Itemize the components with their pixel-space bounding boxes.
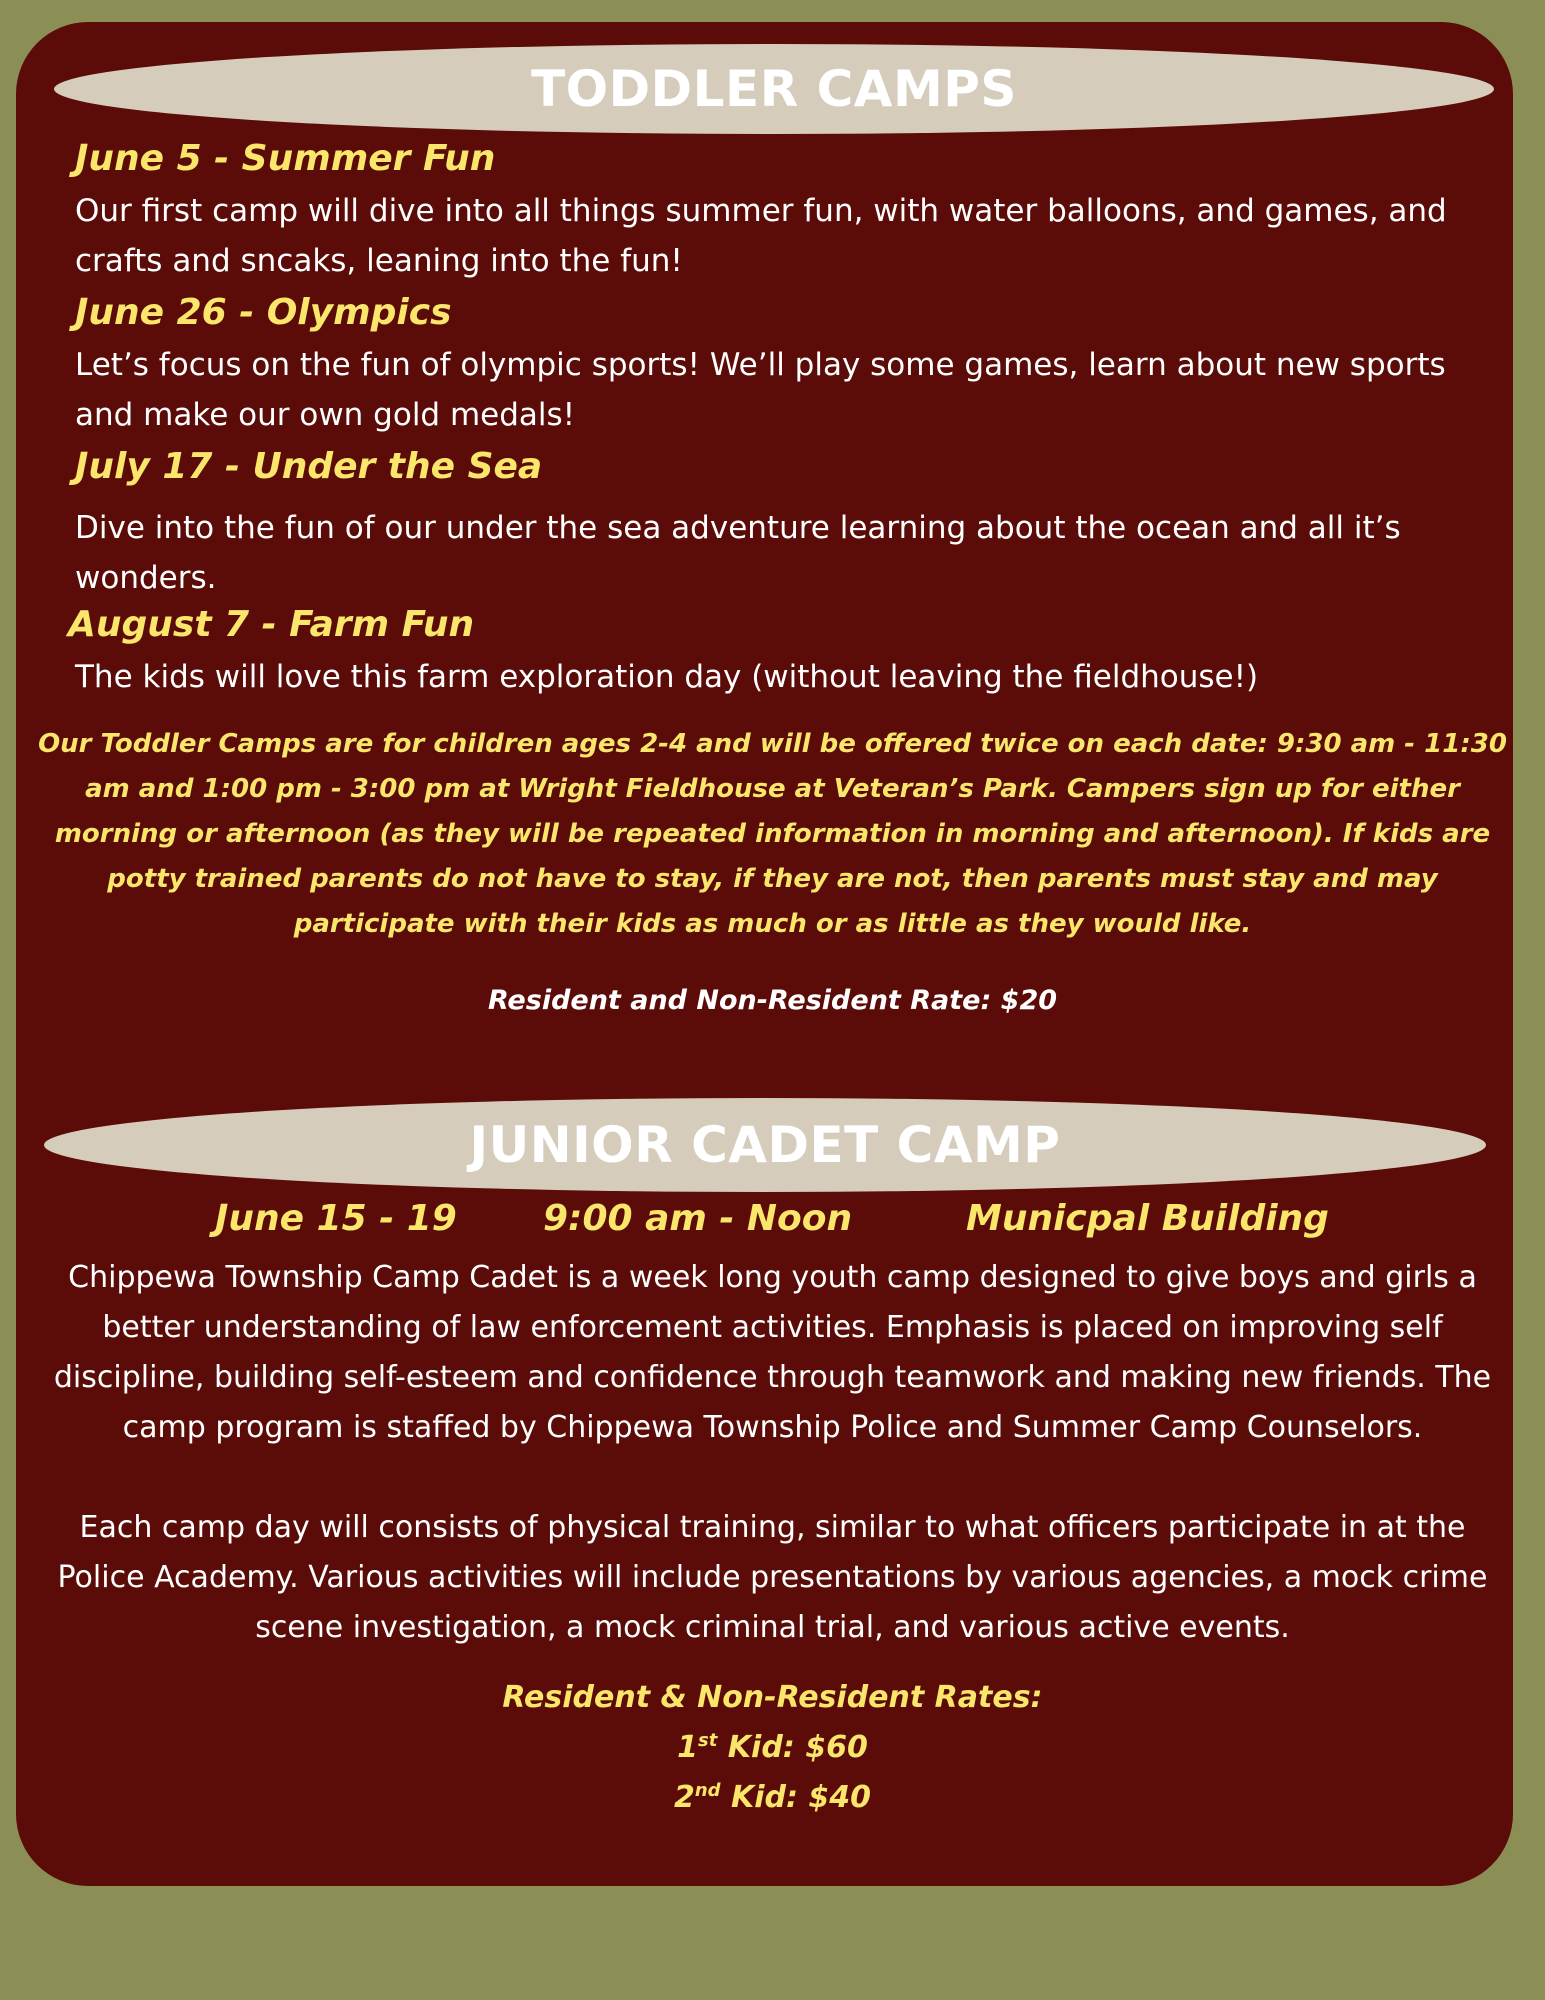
toddler-rate: Resident and Non-Resident Rate: $20 bbox=[487, 985, 1058, 1016]
cadet-location: Municpal Building bbox=[966, 1198, 1329, 1239]
camp-description-farm-fun: The kids will love this farm exploration day (without leaving the fieldhouse!) bbox=[75, 659, 1259, 695]
cadet-description-activities: Each camp day will consists of physical training, similar to what officers participate in at the Police Academy. Various activities will include presentations by various agencies, a mock crime scene investigation, a mock criminal trial, and various active events. bbox=[57, 1510, 1488, 1645]
toddler-camps-banner: TODDLER CAMPS bbox=[54, 44, 1494, 134]
camp-description-olympics: Let’s focus on the fun of olympic sports! We’ll play some games, learn about new sports and make our own gold medals! bbox=[75, 347, 1446, 433]
cadet-rates bbox=[0, 1673, 1545, 1823]
cadet-dates: June 15 - 19 bbox=[215, 1198, 457, 1239]
camp-description-summer-fun: Our first camp will dive into all things summer fun, with water balloons, and games, and crafts and sncaks, leaning into the fun! bbox=[75, 193, 1447, 279]
toddler-camps-notice: Our Toddler Camps are for children ages 2-4 and will be offered twice on each date: 9:30 am - 11:30 am and 1:00 pm - 3:00 pm at Wright Fieldhouse at Veteran’s Park. Campers sign up for either morning or afternoon (as they will be repeated information in morning and afternoon). If kids are potty trained parents do not have to stay, if they are not, then parents must stay and may participate with their kids as much or as little as they would like. bbox=[38, 729, 1507, 939]
cadet-description-overview: Chippewa Township Camp Cadet is a week long youth camp designed to give boys and girls a better understanding of law enforcement activities. Emphasis is placed on improving self discipline, building self-esteem and confidence through teamwork and making new friends. The camp program is staffed by Chippewa Township Police and Summer Camp Counselors. bbox=[53, 1260, 1492, 1445]
camp-heading-under-the-sea: July 17 - Under the Sea bbox=[75, 446, 543, 487]
camp-description-under-the-sea: Dive into the fun of our under the sea adventure learning about the ocean and all it’s wonders. bbox=[75, 510, 1401, 596]
junior-cadet-camp-banner: JUNIOR CADET CAMP bbox=[44, 1098, 1486, 1192]
camp-heading-summer-fun: June 5 - Summer Fun bbox=[75, 138, 496, 179]
cadet-rates-title: Resident & Non-Resident Rates: bbox=[502, 1680, 1043, 1715]
cadet-rate-second-kid: 2nd Kid: $40 bbox=[673, 1780, 872, 1815]
cadet-time: 9:00 am - Noon bbox=[543, 1198, 853, 1239]
camp-heading-olympics: June 26 - Olympics bbox=[75, 292, 452, 333]
cadet-rate-first-kid: 1st Kid: $60 bbox=[677, 1730, 868, 1765]
camp-heading-farm-fun: August 7 - Farm Fun bbox=[68, 604, 475, 645]
